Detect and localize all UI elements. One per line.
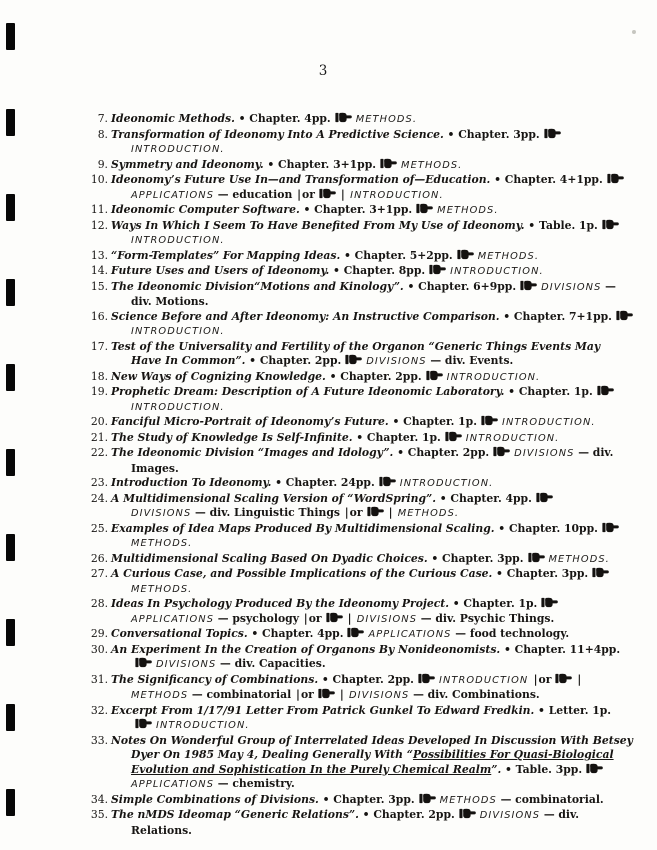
category-label: INTRODUCTION. xyxy=(399,478,494,489)
item-meta: • Letter. 1p. xyxy=(534,703,612,717)
list-item xyxy=(90,551,650,568)
list-item xyxy=(90,218,650,249)
item-meta: • Chapter. 7+1pp. xyxy=(499,309,612,323)
binding-mark xyxy=(6,704,15,731)
item-number: 29. xyxy=(90,627,108,640)
pointing-hand-icon xyxy=(459,808,476,819)
item-meta: • Chapter. 1p. xyxy=(449,597,538,610)
pointing-hand-icon xyxy=(555,673,572,684)
item-number: 21. xyxy=(90,430,108,444)
item-meta: • Chapter. 3+1pp. xyxy=(263,157,377,171)
item-meta: — food technology. xyxy=(451,627,570,640)
category-label: INTRODUCTION. xyxy=(345,189,444,201)
list-item xyxy=(90,430,650,447)
item-title: Have In Common”. xyxy=(131,354,246,367)
item-title: The Ideonomic Division“Motions and Kinology”. xyxy=(111,279,404,293)
list-item xyxy=(90,339,650,370)
item-title: The Ideonomic Division “Images and Idology”. xyxy=(111,446,394,459)
item-number: 33. xyxy=(90,733,108,747)
item-title: Notes On Wonderful Group of Interrelated Ideas Developed In Discussion With Betsey xyxy=(111,733,633,747)
pointing-hand-icon xyxy=(429,264,446,275)
item-number: 31. xyxy=(90,672,108,686)
item-number: 16. xyxy=(90,309,108,323)
item-title: Multidimensional Scaling Based On Dyadic Choices. xyxy=(111,551,428,565)
list-item xyxy=(90,733,650,793)
list-item xyxy=(90,808,650,838)
category-label: METHODS. xyxy=(401,159,463,171)
list-item xyxy=(90,309,650,340)
category-label: DIVISIONS xyxy=(344,690,410,701)
item-number: 24. xyxy=(90,491,108,505)
category-label: DIVISIONS xyxy=(541,281,602,293)
item-title: Examples of Idea Maps Produced By Multidimensional Scaling. xyxy=(111,521,495,535)
item-title: Ways In Which I Seem To Have Benefited From My Use of Ideonomy. xyxy=(111,218,525,232)
category-label: INTRODUCTION. xyxy=(131,144,225,155)
item-number: 35. xyxy=(90,808,108,821)
item-number: 8. xyxy=(97,127,108,141)
pointing-hand-icon xyxy=(493,446,510,457)
list-item xyxy=(90,264,650,280)
list-item xyxy=(90,627,650,643)
category-label: INTRODUCTION. xyxy=(131,326,225,337)
category-label: METHODS. xyxy=(477,250,540,262)
item-title-underlined: Evolution and Sophistication In the Purely Chemical Realm xyxy=(131,762,492,776)
list-item xyxy=(90,476,650,492)
pointing-hand-icon xyxy=(520,280,537,291)
category-label: INTRODUCTION. xyxy=(156,720,250,731)
item-meta: • Chapter. 2pp. xyxy=(358,808,455,821)
list-item xyxy=(90,446,650,476)
list-item xyxy=(97,112,650,128)
item-meta: — div. Psychic Things. xyxy=(417,611,555,625)
list-item xyxy=(97,157,650,174)
binding-mark xyxy=(6,109,15,136)
item-title: A Multidimensional Scaling Version of “WordSpring”. xyxy=(111,491,436,505)
item-meta: — div. xyxy=(574,446,614,459)
pointing-hand-icon xyxy=(602,522,619,533)
item-title: Prophetic Dream: Description of A Future Ideonomic Laboratory. xyxy=(111,385,505,398)
item-number: 10. xyxy=(90,173,108,186)
item-meta: — xyxy=(601,279,616,293)
category-label: DIVISIONS xyxy=(352,613,418,625)
category-label: INTRODUCTION. xyxy=(450,266,544,277)
item-number: 14. xyxy=(90,264,108,277)
item-title: Future Uses and Users of Ideonomy. xyxy=(111,264,330,277)
item-number: 32. xyxy=(90,703,108,717)
category-label: INTRODUCTION. xyxy=(131,401,225,413)
category-label: METHODS. xyxy=(131,583,193,595)
category-label: METHODS. xyxy=(393,508,460,519)
pointing-hand-icon xyxy=(597,385,614,396)
item-meta: • Chapter. 24pp. xyxy=(271,476,375,489)
separator-bar: | xyxy=(344,506,349,519)
item-number: 11. xyxy=(90,203,108,216)
pointing-hand-icon xyxy=(592,567,609,578)
pointing-hand-icon xyxy=(457,249,474,260)
pointing-hand-icon xyxy=(418,673,435,684)
pointing-hand-icon xyxy=(380,158,397,169)
item-meta: — div. Combinations. xyxy=(409,688,540,701)
list-item xyxy=(90,491,650,522)
item-title: Conversational Topics. xyxy=(111,627,248,640)
item-title: The Significancy of Combinations. xyxy=(111,672,319,686)
item-number: 28. xyxy=(90,597,108,610)
pointing-hand-icon xyxy=(426,370,443,381)
item-title: Simple Combinations of Divisions. xyxy=(111,792,319,806)
pointing-hand-icon xyxy=(586,763,603,774)
pointing-hand-icon xyxy=(135,657,152,668)
list-item xyxy=(90,369,650,386)
pointing-hand-icon xyxy=(419,793,436,804)
item-meta: • Chapter. 4pp. xyxy=(435,491,532,505)
category-label: METHODS xyxy=(131,690,189,701)
item-meta: • Chapter. 3pp. xyxy=(318,792,415,806)
item-number: 13. xyxy=(90,248,108,262)
item-meta: • Chapter. 6+9pp. xyxy=(403,279,517,293)
binding-mark xyxy=(6,449,15,476)
item-number: 22. xyxy=(90,446,108,459)
item-meta: • Chapter. 3pp. xyxy=(492,567,589,580)
item-title: A Curious Case, and Possible Implications of the Curious Case. xyxy=(111,567,493,580)
page-number: 3 xyxy=(318,63,328,79)
separator-bar: | xyxy=(347,611,352,625)
item-title: New Ways of Cognizing Knowledge. xyxy=(111,369,326,383)
separator-bar: | xyxy=(339,688,344,701)
category-label: INTRODUCTION. xyxy=(131,235,225,246)
separator-bar: | xyxy=(296,688,300,701)
separator-bar: | xyxy=(388,506,393,519)
item-meta: • Chapter. 1p. xyxy=(388,415,477,428)
category-label: APPLICATIONS xyxy=(131,189,215,201)
category-label: METHODS. xyxy=(355,114,418,125)
category-label: DIVISIONS xyxy=(156,659,217,670)
category-label: METHODS. xyxy=(548,553,610,565)
category-label: DIVISIONS xyxy=(479,810,541,821)
list-item xyxy=(90,415,650,431)
item-meta: — education xyxy=(214,187,297,201)
item-meta: • Chapter. 4pp. xyxy=(247,627,344,640)
item-title: An Experiment In the Creation of Organons By Nonideonomists. xyxy=(111,642,501,656)
item-meta: • Chapter. 11+4pp. xyxy=(500,642,621,656)
item-number: 26. xyxy=(90,551,108,565)
pointing-hand-icon xyxy=(379,476,396,487)
list-item xyxy=(90,567,650,597)
binding-mark xyxy=(6,194,15,221)
pointing-hand-icon xyxy=(367,506,384,517)
item-number: 20. xyxy=(90,415,108,428)
category-label: APPLICATIONS xyxy=(131,613,215,625)
item-meta: — combinatorial. xyxy=(496,792,604,806)
item-title: Ideas In Psychology Produced By the Ideonomy Project. xyxy=(111,597,450,610)
item-title: Ideonomic Methods. xyxy=(111,112,235,125)
list-item xyxy=(90,521,650,552)
item-title: The Study of Knowledge Is Self-Infinite. xyxy=(111,430,353,444)
pointing-hand-icon xyxy=(135,718,152,729)
item-meta: • Chapter. 2pp. xyxy=(245,354,342,367)
item-meta: • Chapter. 4+1pp. xyxy=(490,173,603,186)
binding-mark xyxy=(6,619,15,646)
list-item xyxy=(90,597,650,627)
category-label: INTRODUCTION. xyxy=(465,432,560,444)
item-meta: — combinatorial xyxy=(188,688,296,701)
item-meta: • Chapter. 2pp. xyxy=(325,369,422,383)
category-label: INTRODUCTION. xyxy=(502,417,596,428)
item-number: 9. xyxy=(97,157,108,171)
pointing-hand-icon xyxy=(318,688,335,699)
pointing-hand-icon xyxy=(602,219,619,230)
list-item xyxy=(90,279,650,310)
item-number: 27. xyxy=(90,567,108,580)
list-item xyxy=(90,385,650,415)
item-meta: or xyxy=(349,506,363,519)
item-meta: • Chapter. 10pp. xyxy=(494,521,598,535)
item-meta: • Chapter. 2pp. xyxy=(393,446,490,459)
item-number: 25. xyxy=(90,521,108,535)
item-number: 7. xyxy=(97,112,108,125)
category-label: DIVISIONS xyxy=(366,356,427,367)
item-meta: or xyxy=(300,688,314,701)
separator-bar: | xyxy=(297,187,302,201)
item-number: 18. xyxy=(90,369,108,383)
item-meta: • Chapter. 3pp. xyxy=(443,127,540,141)
scan-speck xyxy=(632,30,636,34)
item-meta: • Table. 1p. xyxy=(524,218,598,232)
binding-mark xyxy=(6,534,15,561)
item-meta: or xyxy=(308,611,322,625)
pointing-hand-icon xyxy=(445,431,462,442)
item-meta: — div. Capacities. xyxy=(216,657,326,670)
item-meta: • Chapter. 3+1pp. xyxy=(299,203,413,216)
pointing-hand-icon xyxy=(541,597,558,608)
binding-mark xyxy=(6,279,15,306)
list-item xyxy=(90,703,650,734)
category-label: METHODS xyxy=(439,794,497,806)
item-meta: • Chapter. 1p. xyxy=(504,385,593,398)
item-meta: • Chapter. 5+2pp. xyxy=(340,248,453,262)
pointing-hand-icon xyxy=(319,188,336,199)
list-item xyxy=(97,127,650,158)
item-meta: • Chapter. 8pp. xyxy=(329,264,426,277)
category-label: APPLICATIONS xyxy=(131,779,215,790)
item-number: 19. xyxy=(90,385,108,398)
item-number: 17. xyxy=(90,339,108,353)
list-item xyxy=(90,173,650,203)
pointing-hand-icon xyxy=(345,354,362,365)
item-meta: — chemistry. xyxy=(214,777,295,790)
pointing-hand-icon xyxy=(481,415,498,426)
list-item xyxy=(90,248,650,265)
item-meta: — div. Events. xyxy=(426,354,514,367)
list-item xyxy=(90,672,650,704)
item-meta: • Chapter. 1p. xyxy=(352,430,441,444)
item-title: Introduction To Ideonomy. xyxy=(111,476,272,489)
category-label: METHODS. xyxy=(437,205,499,216)
item-list xyxy=(90,112,650,838)
item-meta: • Chapter. 2pp. xyxy=(318,672,414,686)
item-meta: • Table. 3pp. xyxy=(501,762,583,776)
category-label: METHODS. xyxy=(131,538,193,549)
pointing-hand-icon xyxy=(528,552,545,563)
item-title: Ideonomy’s Future Use In—and Transformation of—Education. xyxy=(111,173,491,186)
item-number: 15. xyxy=(90,279,108,293)
item-meta: div. Motions. xyxy=(131,295,209,308)
item-title: Ideonomic Computer Software. xyxy=(111,203,300,216)
item-title: Test of the Universality and Fertility of the Organon “Generic Things Events May xyxy=(111,339,601,353)
pointing-hand-icon xyxy=(335,112,352,123)
item-meta: Relations. xyxy=(131,823,192,837)
item-title-underlined: Possibilities For Quasi-Biological xyxy=(412,748,614,761)
separator-bar: | xyxy=(533,672,538,686)
separator-bar: | xyxy=(577,672,582,686)
item-title: Symmetry and Ideonomy. xyxy=(111,157,264,171)
pointing-hand-icon xyxy=(607,173,624,184)
item-meta: Images. xyxy=(131,461,179,475)
category-label: DIVISIONS xyxy=(131,508,192,519)
category-label: DIVISIONS xyxy=(514,448,575,459)
item-meta: — div. Linguistic Things xyxy=(191,506,344,519)
item-meta: • Chapter. 4pp. xyxy=(234,112,331,125)
item-number: 30. xyxy=(90,642,108,656)
pointing-hand-icon xyxy=(544,128,561,139)
item-number: 23. xyxy=(90,476,108,489)
item-meta: or xyxy=(538,672,552,686)
item-title: Transformation of Ideonomy Into A Predictive Science. xyxy=(111,127,444,141)
item-meta: • Chapter. 3pp. xyxy=(427,551,524,565)
item-number: 12. xyxy=(90,218,108,232)
pointing-hand-icon xyxy=(347,627,364,638)
pointing-hand-icon xyxy=(326,612,343,623)
list-item xyxy=(90,642,650,673)
item-meta: — div. xyxy=(540,808,579,821)
separator-bar: | xyxy=(303,611,308,625)
item-meta: — psychology xyxy=(214,611,303,625)
item-title: Fanciful Micro-Portrait of Ideonomy’s Future. xyxy=(111,415,389,428)
binding-mark xyxy=(6,364,15,391)
category-label: INTRODUCTION xyxy=(438,674,533,686)
list-item xyxy=(90,203,650,219)
item-title: “Form-Templates” For Mapping Ideas. xyxy=(111,248,341,262)
item-title: Science Before and After Ideonomy: An Instructive Comparison. xyxy=(111,309,500,323)
item-title: ”. xyxy=(491,762,502,776)
binding-mark xyxy=(6,789,15,816)
item-title: Dyer On 1985 May 4, Dealing Generally With “ xyxy=(131,748,413,761)
item-number: 34. xyxy=(90,792,108,806)
item-meta: or xyxy=(302,187,315,201)
pointing-hand-icon xyxy=(416,203,433,214)
pointing-hand-icon xyxy=(536,492,553,503)
binding-mark xyxy=(6,23,15,50)
item-title: The nMDS Ideomap “Generic Relations”. xyxy=(111,808,359,821)
item-title: Excerpt From 1/17/91 Letter From Patrick Gunkel To Edward Fredkin. xyxy=(111,703,535,717)
category-label: APPLICATIONS xyxy=(368,629,452,640)
list-item xyxy=(90,792,650,809)
separator-bar: | xyxy=(340,187,345,201)
pointing-hand-icon xyxy=(616,310,633,321)
category-label: INTRODUCTION. xyxy=(446,371,541,383)
